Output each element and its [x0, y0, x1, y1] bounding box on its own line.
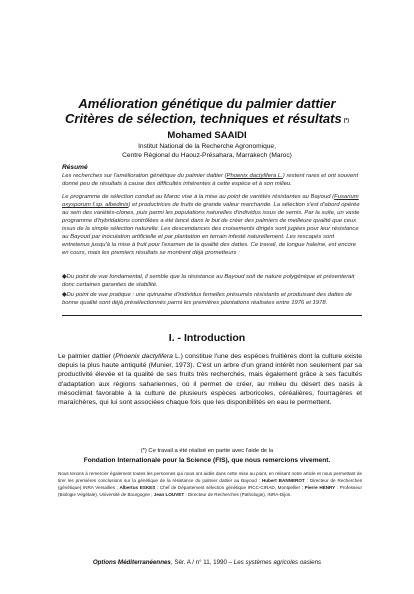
acknowledgements: Nous tenons à remercier également toutes les personnes qui nous ont aidés dans cette mise au point, en relisant notre article et nous permettant de tirer les premières conclusions sur la génétique de la résistance du palmier dattier au Bayoud : Hubert BANNEROT : Directeur de Recherches (génétique) INRA Versailles ; Albertus ESKES : Chef de Département sélection génétique IRCC-CIRAD, Montpellier ; Pierre HENRY : Professeur (Biologie Végétale), Université de Bourgogne ; Jean LOUVET : Directeur de Recherches (Pathologie), INRA-Dijon.	[58, 471, 363, 497]
title-note-marker: (*)	[343, 118, 349, 124]
affiliation-line-1: Institut National de la Recherche Agronomique,	[138, 143, 276, 150]
affiliation-line-2: Centre Régional du Haouz-Présahara, Marrakech (Maroc)	[122, 152, 292, 159]
page-footer: Options Méditerranéennes, Sér. A / n° 11, 1990 – Les systèmes agricoles oasiens	[92, 559, 322, 566]
footnote-line-1: (*) Ce travail a été réalisé en partie avec l'aide de la	[140, 448, 274, 454]
abstract-bullet-1: ◆Du point de vue fondamental, il semble que la résistance au Bayoud soit de nature polygénique et présenterait donc certaines garanties de stabilité.	[62, 274, 355, 288]
footnote-line-2: Fondation Internationale pour la Science (FIS), que nous remercions vivement.	[83, 457, 331, 464]
abstract-heading: Résumé	[62, 164, 88, 171]
abstract-paragraph-2: Le programme de sélection conduit au Maroc vise à la mise au point de variétés résistantes au Bayoud (Fusarium oxysporum f.sp. albedinis) et productrices de fruits de grande valeur marchande. La sélection s'est d'abord opérée au sein des variétés-clones, puis parmi les populations naturelles d'individus issus de semis. Par la suite, un vaste programme d'hybridations contrôlées a été lancé dans le but de créer des palmiers de meilleure qualité que ceux issus de la simple sélection naturelle. Les descendances des croisements dirigés sont jugées pour leur résistance au Bayoud par inoculation artificielle et par plantation en terrain infesté naturellement. Les rescapés sont entretenus jusqu'à la mise à fruit pour l'examen de la qualité des dattes. Ce travail, de longue haleine, est encore en cours, mais les premiers résultats se montrent déjà prometteurs :	[62, 194, 360, 256]
divider-rule	[62, 315, 362, 316]
abstract-paragraph-1: Les recherches sur l'amélioration génétique du palmier dattier (Phoenix dactylifera L.) restent rares et ont souvent donné peu de résultats à cause des difficultés inhérentes à cette espèce et à son milieu.	[62, 173, 359, 187]
abstract-bullet-2: ◆Du point de vue pratique : une quinzaine d'individus femelles présumés résistants et produisant des dattes de bonne qualité sont déjà présélectionnés parmi les premières plantations réalisées entre 1976 et 1978.	[62, 292, 352, 306]
section-title: I. - Introduction	[168, 332, 246, 344]
author-name: Mohamed SAAIDI	[167, 130, 247, 141]
intro-paragraph: Le palmier dattier (Phoenix dactylifera L.) constitue l'une des espèces fruitières dont la culture existe depuis la plus haute antiquité (Munier, 1973). C'est un arbre d'un grand intérêt non seulement par sa productivité élevée et la qualité de ses fruits très recherchés, mais également grâce à ses facultés d'adaptation aux régions sahariennes, où il permet de créer, au milieu du désert des oasis à mésoclimat favorable à la culture de plusieurs espèces arboricoles, céréalières, fourragères et maraîchères, qui lui sont associées chaque fois que les disponibilités en eau le permettent.	[58, 353, 362, 407]
title-line-1: Amélioration génétique du palmier dattier	[78, 96, 336, 111]
title-line-2: Critères de sélection, techniques et résultats (*)	[65, 111, 349, 126]
